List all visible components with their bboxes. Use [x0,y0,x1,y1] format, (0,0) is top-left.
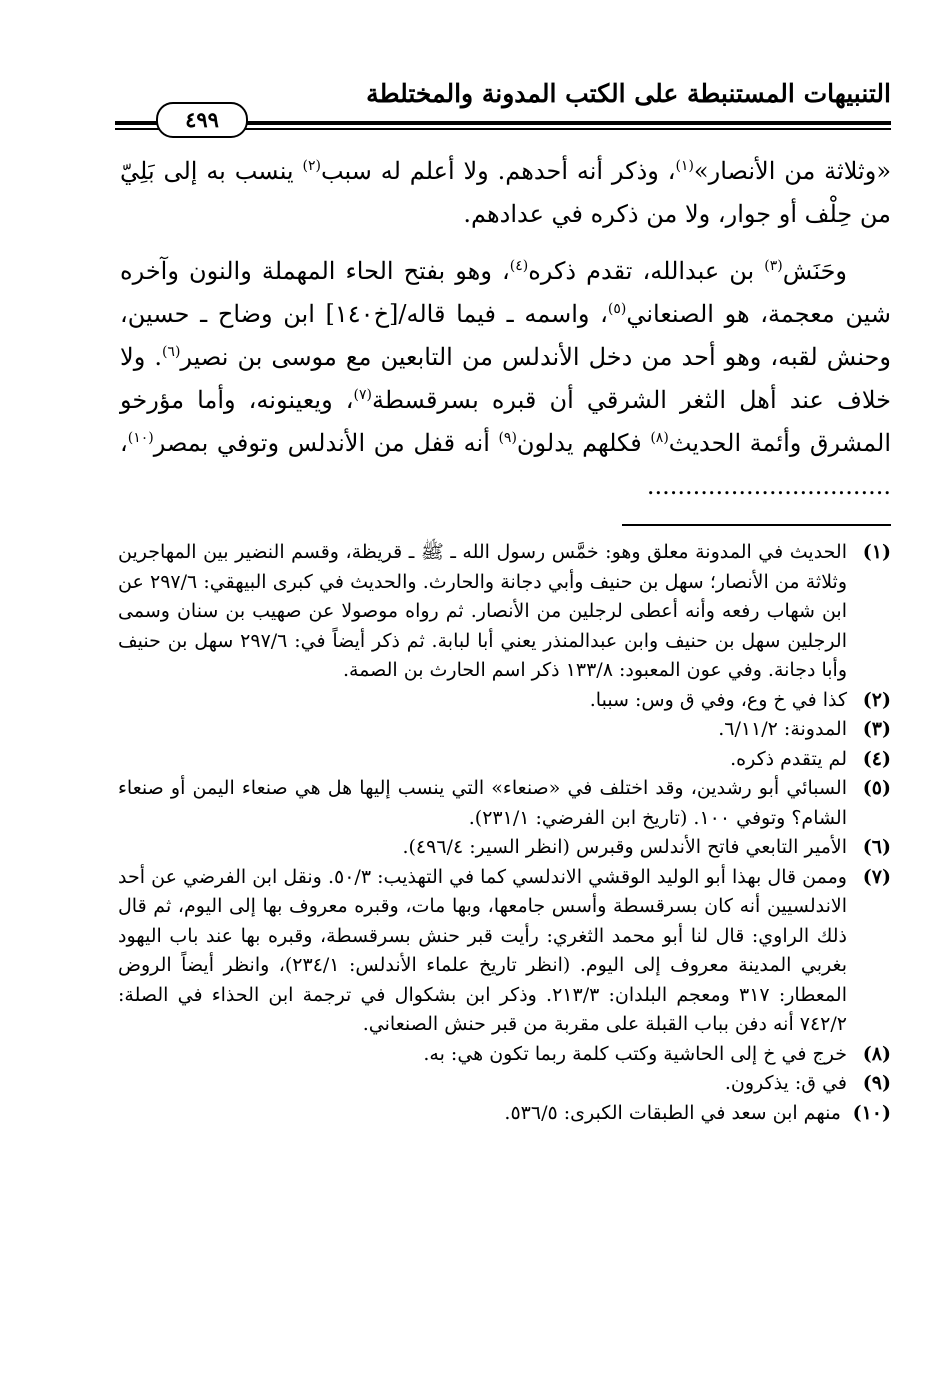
footnote-number: (٣) [862,718,891,740]
footnote-ref[interactable]: (٤) [509,258,529,274]
footnote [118,1069,891,1099]
footnote-text: منهم ابن سعد في الطبقات الكبرى: ٥٣٦/٥. [504,1101,841,1124]
footnote [118,538,891,686]
footnote-text: المدونة: ٦/١١/٢. [718,718,847,740]
footnote [118,715,891,745]
footnote-text: الأمير التابعي فاتح الأندلس وقبرس (انظر السير: ٤٩٦/٤). [402,836,847,858]
text-run: ، وهو بفتح الحاء المهملة والنون وآخره شين معجمة، هو الصنعاني [120,257,891,328]
footnote [118,745,891,775]
footnote-text: السبائي أبو رشدين، وقد اختلف في «صنعاء» التي ينسب إليها هل هي صنعاء اليمن أو صنعاء الشام؟ وتوفي ١٠٠. (تاريخ ابن الفرضي: ٢٣١/١). [118,777,847,829]
footnote-text: الحديث في المدونة معلق وهو: خمَّس رسول الله ـ ﷺ ـ قريظة، وقسم النضير بين المهاجرين وثلاثة من الأنصار؛ سهل بن حنيف وأبي دجانة والحارث. والحديث في كبرى البيهقي: ٢٩٧/٦ عن ابن شهاب رفعه وأنه أعطى لرجلين من الأنصار. ثم رواه موصولا عن صهيب بن سنان وسمى الرجلين سهل بن حنيف وابن عبدالمنذر يعني أبا لبابة. ثم ذكر أيضاً في: ٢٩٧/٦ سهل بن حنيف وأبا دجانة. وفي عون المعبود: ١٣٣/٨ ذكر اسم الحارث بن الصمة. [118,541,848,681]
running-title: التنبيهات المستنبطة على الكتب المدونة والمختلطة [366,79,891,108]
footnote-text: وممن قال بهذا أبو الوليد الوقشي الاندلسي كما في التهذيب: ٥٠/٣. ونقل ابن الفرضي عن أحد الاندلسيين أنه كان بسرقسطة وأسس جامعها، وبها مات، وقبره معروف بها إلى اليوم، ثم قال ذلك الراوي: قال لنا أبو محمد الثغري: رأيت قبر حنش بسرقسطة، وقبره بها عند باب اليهود بغربي المدينة معروف إلى اليوم. (انظر تاريخ علماء الأندلس: ٢٣٤/١)، وانظر أيضاً الروض المعطار: ٣١٧ ومعجم البلدان: ٢١٣/٣. وذكر ابن بشكوال في ترجمة ابن الحذاء في الصلة: ٧٤٢/٢ أنه دفن بباب القبلة على مقربة من قبر حنش الصنعاني. [118,865,848,1035]
footnote-ref[interactable]: (١٠) [127,430,154,446]
page-number: ٤٩٩ [156,102,248,138]
footnote-number: (٢) [862,688,891,711]
footnote-number: (٨) [862,1042,891,1065]
footnotes [118,538,891,1128]
footnote [118,686,891,716]
text-run: فكلهم يدلون [516,429,651,457]
footnote-number: (١) [862,541,891,563]
footnote-number: (٥) [862,777,891,799]
text-run: ، وذكر أنه أحدهم. ولا أعلم له سبب [320,157,676,185]
footnote [118,1040,891,1070]
text-run: ، واسمه ـ فيما قاله/[خ١٤٠] ابن وضاح ـ حسين، وحنش لقبه، وهو أحد من دخل الأندلس من التابعين مع موسى بن نصير [120,300,891,371]
footnote-text: في ق: يذكرون. [724,1072,847,1094]
footnote-ref[interactable]: (٩) [498,430,517,446]
footnote-number: (١٠) [852,1101,891,1124]
footnote [118,863,891,1040]
footnote-ref[interactable]: (٦) [161,344,181,360]
footnote [118,774,891,833]
text-run: «وثلاثة من الأنصار» [693,157,892,185]
footnote-ref[interactable]: (٥) [607,301,627,317]
paragraph [120,250,891,508]
footnote-ref[interactable]: (٢) [302,158,321,174]
footnote [118,833,891,863]
paragraph [120,150,891,236]
text-run: أنه قفل من الأندلس وتوفي بمصر [153,429,499,457]
footnote-ref[interactable]: (٣) [764,258,783,274]
text-run: وحَنَش [782,257,848,285]
footnote-text: كذا في خ وع، وفي ق وس: سببا. [589,688,847,711]
footnote-ref[interactable]: (٧) [353,387,372,403]
footnote-number: (٩) [862,1072,891,1094]
text-run: . ولا خلاف عند أهل الثغر الشرقي أن قبره بسرقسطة [120,343,891,414]
footnote-text: خرج في خ إلى الحاشية وكتب كلمة ربما تكون هي: به. [423,1042,847,1065]
text-run: بن عبدالله، تقدم ذكره [528,257,765,285]
footnote-number: (٤) [862,747,891,770]
footnote-number: (٧) [862,865,891,888]
footnote-ref[interactable]: (١) [675,158,694,174]
footnote-number: (٦) [862,836,891,858]
text-run: ، ويعينونه، وأما مؤرخو المشرق وأئمة الحديث [120,386,892,457]
footnote-text: لم يتقدم ذكره. [730,747,847,770]
main-text [120,150,891,508]
footnote-separator [622,524,891,526]
text-run: ينسب به إلى بَلِيّ من حِلْف أو جوار، ولا من ذكره في عدادهم. [120,157,891,228]
text-run: ، [120,429,128,457]
footnote-ref[interactable]: (٨) [650,430,669,446]
continuation-dots: ................................ [646,472,891,500]
footnote [118,1099,891,1129]
